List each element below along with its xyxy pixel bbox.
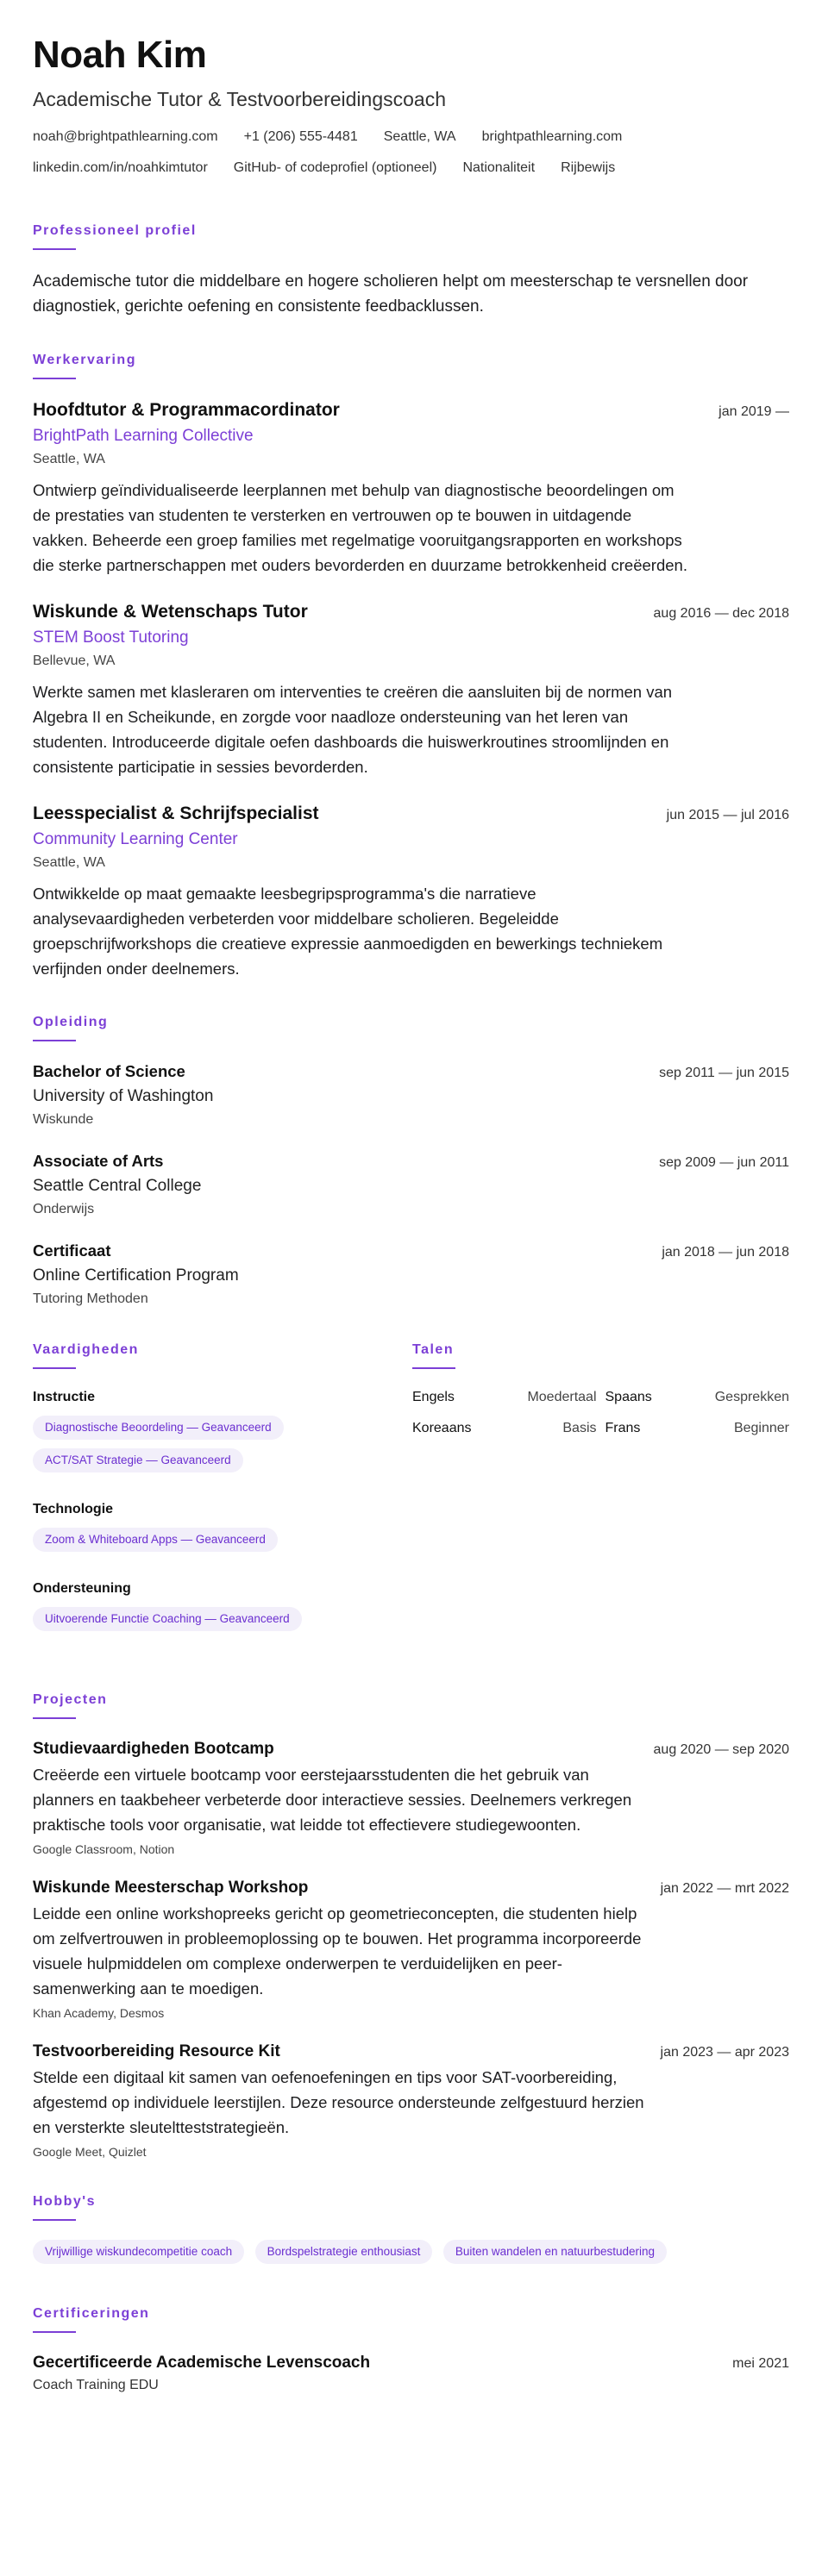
skill-tag: ACT/SAT Strategie — Geavanceerd <box>33 1448 243 1472</box>
certification-entry <box>33 2352 789 2395</box>
contact-info <box>33 128 789 190</box>
project-entry <box>33 1877 789 2022</box>
field-of-study: Tutoring Methoden <box>33 1291 148 1306</box>
employer: Community Learning Center <box>33 830 238 848</box>
project-entry <box>33 2041 789 2160</box>
degree: Certificaat <box>33 1241 111 1260</box>
profile-section <box>33 222 789 319</box>
project-name: Testvoorbereiding Resource Kit <box>33 2042 280 2060</box>
education-dates: sep 2009 — jun 2011 <box>659 1155 789 1170</box>
section-divider <box>33 1367 76 1369</box>
experience-entry <box>33 398 789 578</box>
candidate-name: Noah Kim <box>33 34 207 76</box>
education-entry <box>33 1060 789 1129</box>
language-item <box>412 1388 597 1407</box>
project-dates: aug 2020 — sep 2020 <box>653 1742 789 1757</box>
job-description: Ontwikkelde op maat gemaakte leesbegripsprogramma's die narratieve analysevaardigheden verbeterden voor middelbare scholieren. Begeleidde groepschrijfworkshops die creatieve expressie aanmoedigden en bewerkings techniekem verfijnden onder deelnemers. <box>33 885 663 978</box>
section-divider <box>33 248 76 250</box>
hobby-tag: Bordspelstrategie enthousiast <box>255 2240 433 2264</box>
education-entry <box>33 1240 789 1309</box>
section-title: Hobby's <box>33 2194 96 2209</box>
project-description: Leidde een online workshopreeks gericht op geometrieconcepten, die studenten hielp om zelfvertrouwen in probleemoplossing op te bouwen. Het programma incorporeerde visuele hulpmiddelen om complexe onderwerpen te verduidelijken en peer-samenwerking aan te moedigen. <box>33 1904 642 1998</box>
section-title: Certificeringen <box>33 2306 150 2321</box>
job-location: Bellevue, WA <box>33 653 116 668</box>
hobby-tag: Buiten wandelen en natuurbestudering <box>443 2240 667 2264</box>
employer: BrightPath Learning Collective <box>33 427 254 445</box>
section-divider <box>33 1040 76 1041</box>
skill-category: Instructie <box>33 1390 96 1404</box>
job-description: Ontwierp geïndividualiseerde leerplannen met behulp van diagnostische beoordelingen om de prestaties van studenten te versterken en vertrouwen op te bouwen in uitdagende vakken. Beheerde een groep families met regelmatige vooruitgangsrapporten en workshops die sterke partnerschappen met ouders bevorderden en duurzame betrokkenheid creëerden. <box>33 481 687 574</box>
education-dates: jan 2018 — jun 2018 <box>662 1245 789 1260</box>
degree: Associate of Arts <box>33 1152 164 1170</box>
project-tools: Khan Academy, Desmos <box>33 2006 165 2020</box>
project-name: Studievaardigheden Bootcamp <box>33 1740 274 1758</box>
section-divider <box>33 1717 76 1719</box>
job-title: Hoofdtutor & Programmacordinator <box>33 400 340 420</box>
project-description: Creëerde een virtuele bootcamp voor eerstejaarsstudenten die het gebruik van planners en taakbeheer verbeterde door interactieve sessies. Deelnemers verkregen praktische tools voor organisatie, wat leidde tot effectievere studiegewoonten. <box>33 1766 632 1834</box>
hobby-tag: Vrijwillige wiskundecompetitie coach <box>33 2240 244 2264</box>
job-location: Seattle, WA <box>33 855 105 870</box>
language-name: Spaans <box>605 1390 652 1404</box>
skills-section <box>33 1341 412 1659</box>
language-item <box>412 1419 597 1438</box>
skill-tag: Uitvoerende Functie Coaching — Geavanceerd <box>33 1607 302 1631</box>
education-section <box>33 1014 789 1309</box>
job-title: Leesspecialist & Schrijfspecialist <box>33 803 319 823</box>
school: Online Certification Program <box>33 1266 239 1285</box>
school: University of Washington <box>33 1087 214 1105</box>
skill-category: Technologie <box>33 1502 114 1516</box>
employer: STEM Boost Tutoring <box>33 628 189 647</box>
job-dates: jan 2019 — <box>718 404 789 419</box>
project-entry <box>33 1738 789 1858</box>
degree: Bachelor of Science <box>33 1062 185 1080</box>
skill-group <box>33 1388 412 1481</box>
certifications-section <box>33 2305 789 2395</box>
project-tools: Google Classroom, Notion <box>33 1842 175 1856</box>
project-description: Stelde een digitaal kit samen van oefenoefeningen en tips voor SAT-voorbereiding, afgestemd op individuele leerstijlen. Deze resource ondersteunde zelfgestuurd herzien en versterkte sleuteltteststrategieën. <box>33 2068 644 2136</box>
field-of-study: Wiskunde <box>33 1112 94 1127</box>
section-divider <box>33 2331 76 2333</box>
skill-group <box>33 1500 412 1560</box>
section-title: Talen <box>412 1342 455 1357</box>
school: Seattle Central College <box>33 1177 202 1195</box>
project-tools: Google Meet, Quizlet <box>33 2145 147 2159</box>
experience-section <box>33 352 789 981</box>
certification-name: Gecertificeerde Academische Levenscoach <box>33 2354 371 2372</box>
projects-section <box>33 1691 789 2160</box>
section-title: Vaardigheden <box>33 1342 139 1357</box>
contact-github[interactable]: GitHub- of codeprofiel (optioneel) <box>233 160 437 175</box>
language-level: Moedertaal <box>527 1390 597 1404</box>
project-dates: jan 2022 — mrt 2022 <box>660 1881 789 1896</box>
job-description: Werkte samen met klasleraren om interventies te creëren die aansluiten bij de normen van Algebra II en Scheikunde, en zorgde voor naadloze ondersteuning van het leren van studenten. Introduceerde digitale oefen dashboards die huiswerkroutines stroomlijnden en consistente participatie in sessies bevorderden. <box>33 683 673 776</box>
experience-entry <box>33 600 789 779</box>
skill-tag: Zoom & Whiteboard Apps — Geavanceerd <box>33 1528 278 1552</box>
section-title: Opleiding <box>33 1015 109 1029</box>
section-title: Professioneel profiel <box>33 223 197 238</box>
section-title: Werkervaring <box>33 353 136 367</box>
section-divider <box>33 2219 76 2221</box>
section-divider <box>412 1367 455 1369</box>
certification-date: mei 2021 <box>732 2356 789 2371</box>
job-dates: jun 2015 — jul 2016 <box>666 808 789 822</box>
language-level: Gesprekken <box>714 1390 789 1404</box>
profile-summary: Academische tutor die middelbare en hogere scholieren helpt om meesterschap te versnellen door diagnostiek, gerichte oefening en consistente feedbacklussen. <box>33 272 749 316</box>
contact-email[interactable]: noah@brightpathlearning.com <box>33 129 218 144</box>
hobbies-section <box>33 2193 789 2273</box>
language-level: Basis <box>562 1421 597 1435</box>
resume-header <box>33 33 789 190</box>
contact-nationality: Nationaliteit <box>462 160 536 175</box>
skills-languages-row <box>33 1341 789 1659</box>
hobby-list <box>33 2240 789 2273</box>
section-title: Projecten <box>33 1692 108 1707</box>
language-item <box>606 1388 790 1407</box>
contact-phone[interactable]: +1 (206) 555-4481 <box>243 129 358 144</box>
languages-section <box>412 1341 789 1659</box>
job-title: Wiskunde & Wetenschaps Tutor <box>33 602 308 622</box>
contact-linkedin[interactable]: linkedin.com/in/noahkimtutor <box>33 160 208 175</box>
language-name: Frans <box>605 1421 641 1435</box>
job-dates: aug 2016 — dec 2018 <box>653 606 789 621</box>
language-name: Koreaans <box>412 1421 472 1435</box>
education-entry <box>33 1150 789 1219</box>
project-dates: jan 2023 — apr 2023 <box>660 2045 789 2060</box>
experience-entry <box>33 802 789 981</box>
project-name: Wiskunde Meesterschap Workshop <box>33 1879 309 1897</box>
language-level: Beginner <box>733 1421 789 1435</box>
language-name: Engels <box>412 1390 455 1404</box>
contact-website[interactable]: brightpathlearning.com <box>481 129 623 144</box>
skill-group <box>33 1579 412 1640</box>
contact-location: Seattle, WA <box>383 129 456 144</box>
languages-list <box>412 1388 789 1438</box>
section-divider <box>33 378 76 379</box>
field-of-study: Onderwijs <box>33 1202 95 1216</box>
job-location: Seattle, WA <box>33 452 105 466</box>
education-dates: sep 2011 — jun 2015 <box>659 1066 789 1080</box>
contact-license: Rijbewijs <box>561 160 616 175</box>
candidate-headline: Academische Tutor & Testvoorbereidingscoach <box>33 88 447 110</box>
skill-tag: Diagnostische Beoordeling — Geavanceerd <box>33 1416 284 1440</box>
skill-category: Ondersteuning <box>33 1581 131 1596</box>
language-item <box>606 1419 790 1438</box>
certification-issuer: Coach Training EDU <box>33 2378 159 2392</box>
